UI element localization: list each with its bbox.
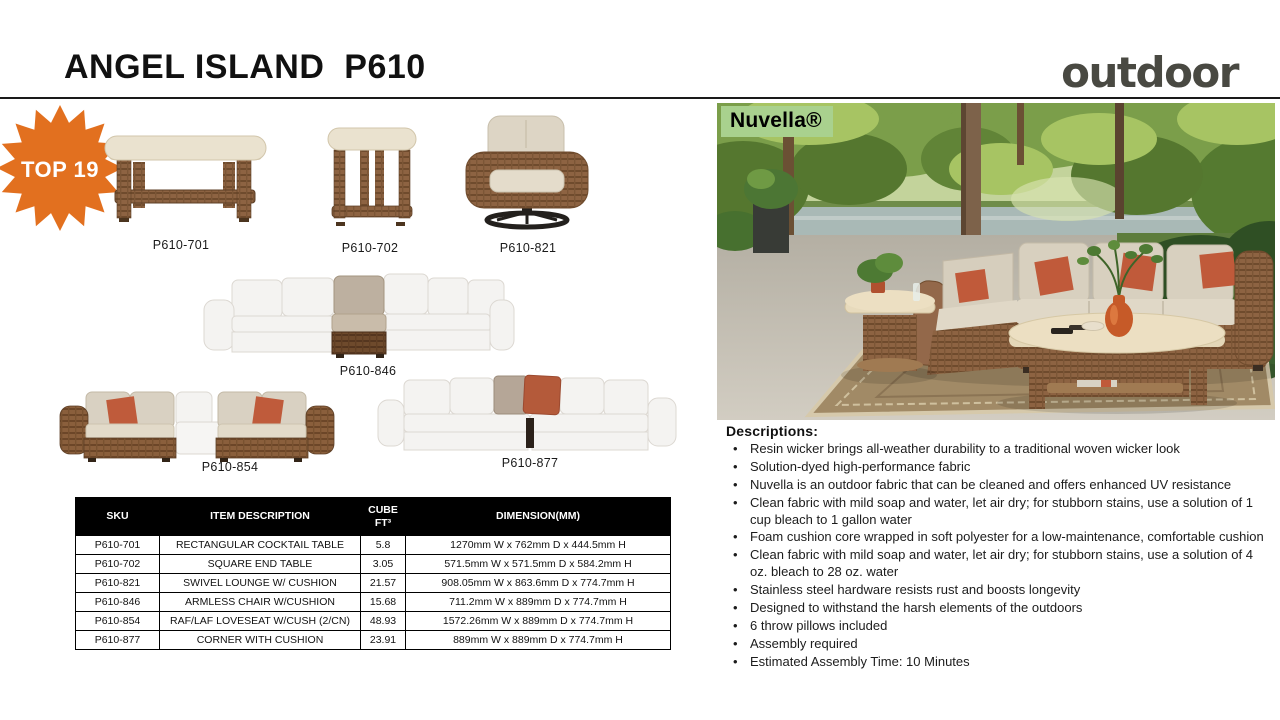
cell-description: RECTANGULAR COCKTAIL TABLE	[160, 536, 361, 555]
table-row	[76, 555, 671, 574]
product-image-p610-877	[374, 362, 686, 461]
product-image-p610-821	[452, 112, 602, 239]
spec-table	[75, 497, 671, 650]
product-image-p610-702	[322, 122, 422, 235]
table-row	[76, 631, 671, 650]
cell-dimension: 711.2mm W x 889mm D x 774.7mm H	[406, 593, 671, 612]
product-image-p610-846	[198, 258, 520, 367]
col-header-dimension: DIMENSION(MM)	[406, 498, 671, 536]
cell-sku: P610-877	[76, 631, 160, 650]
cocktail-table-icon	[103, 128, 268, 228]
product-image-p610-701	[103, 128, 268, 233]
cell-dimension: 908.05mm W x 863.6mm D x 774.7mm H	[406, 574, 671, 593]
col-header-sku: SKU	[76, 498, 160, 536]
swivel-chair-icon	[452, 112, 602, 234]
outdoor-scene-illustration	[717, 103, 1275, 420]
table-row	[76, 612, 671, 631]
product-image-p610-854	[58, 380, 370, 469]
cell-sku: P610-702	[76, 555, 160, 574]
cell-description: RAF/LAF LOVESEAT W/CUSH (2/CN)	[160, 612, 361, 631]
cell-sku: P610-701	[76, 536, 160, 555]
spec-table-header-row	[76, 498, 671, 536]
description-bullet: • Foam cushion core wrapped in soft polyester for a low-maintenance, comfortable cushion	[726, 529, 1266, 546]
sectional-armless-chair-icon	[198, 258, 520, 362]
cell-sku: P610-846	[76, 593, 160, 612]
col-header-cube-ft: CUBE FT³	[361, 498, 406, 536]
cell-cube: 15.68	[361, 593, 406, 612]
cell-description: SWIVEL LOUNGE W/ CUSHION	[160, 574, 361, 593]
product-label-p610-701: P610-701	[152, 238, 210, 252]
description-bullet: • Estimated Assembly Time: 10 Minutes	[726, 654, 1266, 671]
brand-logo: outdoor	[1061, 48, 1238, 97]
description-bullet: • Designed to withstand the harsh elements of the outdoors	[726, 600, 1266, 617]
cell-cube: 21.57	[361, 574, 406, 593]
product-label-p610-846: P610-846	[339, 364, 397, 378]
page-title: ANGEL ISLAND P610	[64, 48, 426, 86]
end-table-icon	[322, 122, 422, 230]
cell-description: SQUARE END TABLE	[160, 555, 361, 574]
cell-cube: 48.93	[361, 612, 406, 631]
cell-description: CORNER WITH CUSHION	[160, 631, 361, 650]
descriptions-section	[726, 423, 1266, 672]
cell-sku: P610-821	[76, 574, 160, 593]
cell-dimension: 889mm W x 889mm D x 774.7mm H	[406, 631, 671, 650]
product-label-p610-854: P610-854	[201, 460, 259, 474]
cell-description: ARMLESS CHAIR W/CUSHION	[160, 593, 361, 612]
cell-cube: 3.05	[361, 555, 406, 574]
description-bullet: • Nuvella is an outdoor fabric that can be cleaned and offers enhanced UV resistance	[726, 477, 1266, 494]
description-bullet: • Clean fabric with mild soap and water, let air dry; for stubborn stains, use a solution of 4 oz. bleach to 28 oz. water	[726, 547, 1266, 581]
fabric-badge: Nuvella®	[721, 106, 833, 137]
header-divider	[0, 97, 1280, 99]
col-header-item-description: ITEM DESCRIPTION	[160, 498, 361, 536]
description-bullet: • Clean fabric with mild soap and water, let air dry; for stubborn stains, use a solution of 1 cup bleach to 1 gallon water	[726, 495, 1266, 529]
table-row	[76, 574, 671, 593]
cell-cube: 23.91	[361, 631, 406, 650]
top-badge-label: TOP 19	[20, 157, 99, 182]
cell-cube: 5.8	[361, 536, 406, 555]
sectional-loveseats-icon	[58, 380, 370, 464]
product-label-p610-821: P610-821	[499, 241, 557, 255]
table-row	[76, 593, 671, 612]
description-bullet: • Assembly required	[726, 636, 1266, 653]
sectional-corner-icon	[374, 362, 686, 456]
cell-dimension: 1270mm W x 762mm D x 444.5mm H	[406, 536, 671, 555]
descriptions-heading: Descriptions:	[726, 423, 819, 439]
description-bullet: • Resin wicker brings all-weather durability to a traditional woven wicker look	[726, 441, 1266, 458]
description-bullet: • Solution-dyed high-performance fabric	[726, 459, 1266, 476]
descriptions-list	[726, 441, 1266, 671]
description-bullet: • Stainless steel hardware resists rust and boosts longevity	[726, 582, 1266, 599]
cell-dimension: 1572.26mm W x 889mm D x 774.7mm H	[406, 612, 671, 631]
product-label-p610-702: P610-702	[341, 241, 399, 255]
product-label-p610-877: P610-877	[501, 456, 559, 470]
cell-dimension: 571.5mm W x 571.5mm D x 584.2mm H	[406, 555, 671, 574]
lifestyle-photo	[717, 103, 1275, 420]
description-bullet: • 6 throw pillows included	[726, 618, 1266, 635]
cell-sku: P610-854	[76, 612, 160, 631]
table-row	[76, 536, 671, 555]
